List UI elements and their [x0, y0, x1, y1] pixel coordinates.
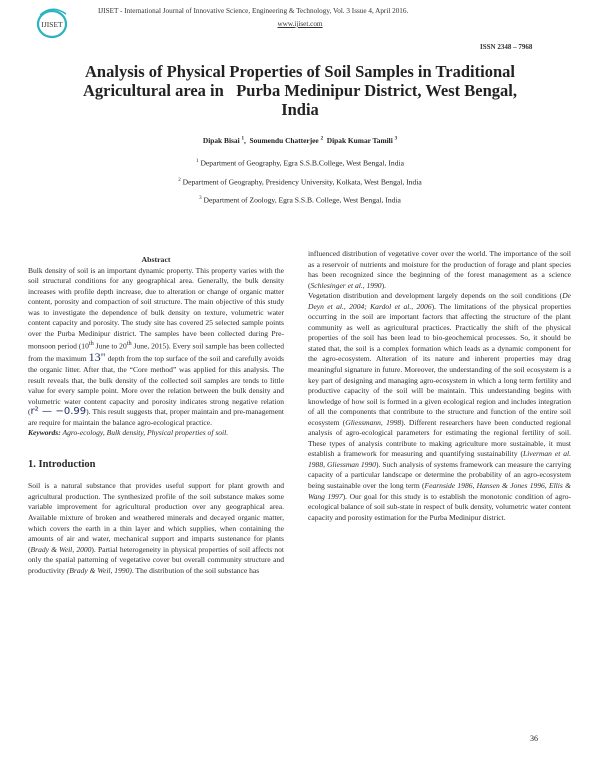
abstract-heading: Abstract — [141, 255, 171, 264]
right-column — [308, 249, 571, 523]
body-text: Soil is a natural substance that provides useful support for plant growth and agricultural production. The synthesized profile of the soil substance makes some variable improvement for agricultural production over any geographical area. Available mixture of broken and weathered minerals and decayed organic matter, which covers the earth in a thin layer and which supplies, when containing the amounts of air and water, mechanical support and imparts sustenance for plants ( — [28, 481, 284, 554]
affiliation-sup: 2 — [178, 177, 181, 183]
affiliation-text: Department of Geography, Egra S.S.B.College, West Bengal, India — [200, 158, 404, 168]
title-line: Analysis of Physical Properties of Soil Samples in Traditional — [85, 62, 515, 81]
body-text: influenced distribution of vegetative cover over the world. The importance of the soil as a reservoir of nutrients and moisture for the production of forage and plant species has been recognized since the beginning of the forest management as a science ( — [308, 249, 571, 290]
title-line: Agricultural area in Purba Medinipur District, West Bengal, — [82, 81, 518, 100]
issn: ISSN 2348 – 7968 — [480, 43, 533, 51]
ordinal-sup: th — [126, 340, 132, 348]
affiliation — [0, 153, 600, 172]
abstract-text: June, 2015). Every soil sample has been collected from the maximum — [28, 341, 284, 364]
intro-paragraph — [308, 291, 571, 523]
paper-title — [40, 62, 560, 119]
affiliation-text: Department of Geography, Presidency University, Kolkata, West Bengal, India — [182, 177, 422, 187]
keywords-text: Agro-ecology, Bulk density, Physical properties of soil. — [60, 428, 229, 438]
citation: (Brady & Weil, 1990) — [66, 565, 132, 575]
author-name: Dipak Bisai — [202, 136, 240, 145]
keywords — [28, 428, 284, 439]
author-name: Dipak Kumar Tamili — [326, 136, 393, 145]
body-text: ). Such analysis of systems framework can measure the carrying capacity of a particular landscape or determine the probability of an agro-ecosystem being sustainable over the long term ( — [308, 459, 571, 491]
affiliation-list — [0, 153, 600, 209]
abstract-text: June to 20 — [93, 341, 127, 351]
abstract-body — [28, 266, 284, 429]
body-text: ). Different researchers have been conducted regional analysis of agro-ecological parameters for estimating the regional fertility of soil. These types of analysis contribute to making agriculture more sustainable, it must establish a framework for measuring and quantifying sustainability ( — [308, 417, 571, 459]
ordinal-sup: th — [88, 340, 94, 348]
intro-paragraph — [28, 481, 284, 576]
introduction-heading: 1. Introduction — [28, 458, 96, 470]
abstract-text: depth from the top surface of the soil and carefully avoids the organic litter. After that, the “Core method” was applied for this analysis. The result reveals that, the bulk density of the collected soil samples are tends to little value for every sample point. More over the relation between the bulk density and volumetric water content capacity and porosity indicates strong negative relation ( — [28, 354, 284, 417]
correlation-formula: r² — −0.99 — [30, 406, 87, 418]
page-number: 36 — [530, 734, 538, 743]
affiliation-sup: 1 — [196, 159, 199, 164]
affiliation — [0, 172, 600, 191]
author-name: Soumendu Chatterjee — [249, 136, 319, 145]
affiliation-text: Department of Zoology, Egra S.S.B. College, West Bengal, India — [203, 195, 401, 205]
body-text: ). The limitations of the physical properties occurring in the soil are important factors that affecting the structure of the plant community as well as agricultural practices. Practically the shift of the physical properties of the soil has been lead to bio-geochemical processes. So, it should be stated that, the soil is a complex formation which leads as a dynamic component for the agro-ecosystem. Alteration of its nature and inherent properties may drag meaningful signature in future. Moreover, the understanding of the soil ecosystem is a key part of designing and managing agro-ecosystem in which a long term fertility and productive capacity of the soil will be maintain. This understanding begins with knowledge of how soil is formed in a given ecological region and includes integration of all the components that contribute to the structure and function of the entire soil ecosystem ( — [308, 301, 571, 427]
body-text: ). — [381, 280, 386, 290]
citation: Fearnside 1986, Hansen & Jones 1996, Ellis & Wang 1997 — [308, 481, 571, 501]
author-sup: 3 — [394, 136, 398, 142]
citation: Gliessmann, 1998 — [345, 417, 402, 427]
body-text: Vegetation distribution and development largely depends on the soil conditions ( — [308, 291, 563, 301]
website-link[interactable]: www.ijiset.com — [277, 20, 323, 28]
journal-citation: IJISET - International Journal of Innovative Science, Engineering & Technology, Vol. 3 Issue 4, April 2016. — [98, 7, 409, 15]
title-line: India — [281, 100, 319, 119]
abstract-text: ). This result suggests that, proper maintain and pre-management are require for maintain the balance agro-ecological practice. — [28, 407, 284, 427]
body-text: . The distribution of the soil substance has — [131, 565, 260, 575]
abstract-text: Bulk density of soil is an important dynamic property. This property varies with the soil structural conditions for any geographical area. Generally, the bulk density increases with profile depth increase, due to alteration or change of organic matter content, porosity and compaction of soil structure. The main objective of this study was to investigate the dependence of bulk density on texture, volumetric water content capacity and porosity. The study site has covered 25 selected sample points over the Purba Medinipur district. The samples have been collected during Pre-monsoon period (10 — [28, 265, 284, 351]
body-text: ). Our goal for this study is to establish the monotonic condition of agro-ecological balance of soil sub-state in respect of bulk density, volumetric water content capacity and porosity estimation for the Purba Medinipur district. — [308, 491, 571, 522]
keywords-label: Keywords: — [28, 428, 61, 438]
journal-website — [0, 20, 600, 28]
logo-text: IJISET — [41, 20, 63, 29]
citation: Schlesinger et al., 1990 — [310, 280, 382, 290]
intro-paragraph — [308, 249, 571, 291]
affiliation-sup: 3 — [199, 196, 202, 202]
affiliation — [0, 190, 600, 209]
author-list: Dipak Bisai $^1$, Soumendu Chatterjee $^2$ Dipak Kumar Tamili $^3$ — [202, 136, 398, 145]
citation: De Deyn et al., 2004; Kardol et al., 2006 — [308, 291, 571, 311]
author-sup: 1 — [241, 136, 244, 142]
body-text: ). Partial heterogeneity in physical properties of soil affects not only the spatial patterning of vegetative cover but overall community structure and productivity — [28, 544, 285, 575]
left-column — [28, 255, 284, 576]
citation: Liverman et al. 1988, Gliessman 1990 — [308, 449, 571, 469]
author-sup: 2 — [320, 136, 324, 142]
citation: Brady & Weil, 2000 — [30, 544, 92, 554]
depth-value: 13" — [88, 350, 106, 365]
